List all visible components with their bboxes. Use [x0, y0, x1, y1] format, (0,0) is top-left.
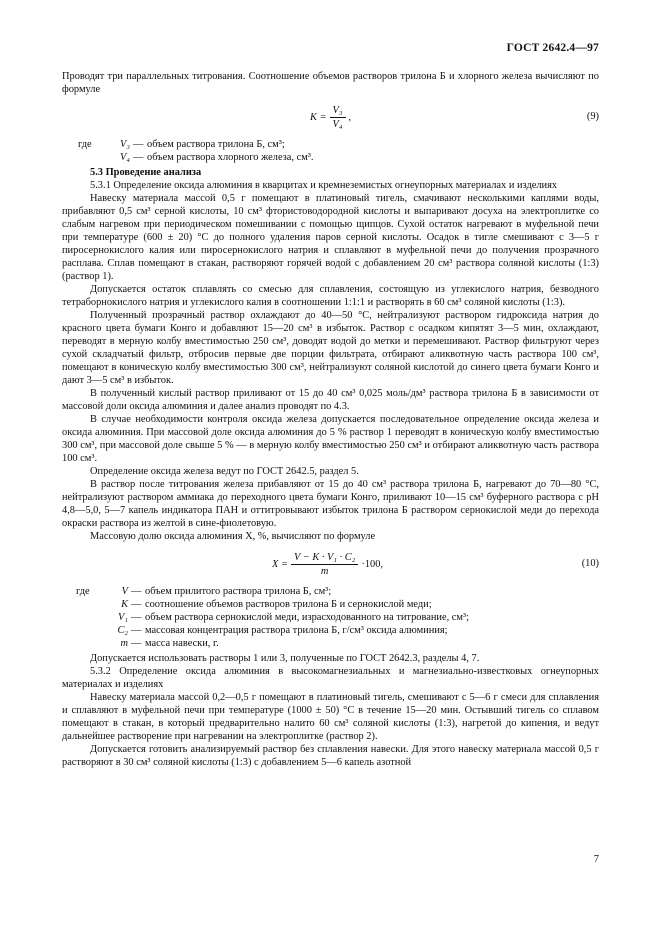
legend-row: K — соотношение объемов растворов трилона Б и сернокислой меди; — [121, 599, 432, 610]
formula-10 — [62, 548, 599, 580]
formula-tail: ·100, — [361, 558, 384, 570]
formula-lhs: X = — [272, 558, 288, 570]
formula-tail: , — [348, 111, 352, 123]
paragraph: Допускается готовить анализируемый раствор без сплавления навески. Для этого навеску материала массой 0,5 г растворяют в 30 см³ соляной кислоты (1:3) с добавлением 5—6 капель азотной — [62, 744, 599, 768]
paragraph: Навеску материала массой 0,2—0,5 г помещают в платиновый тигель, смешивают с 5—6 г смеси для сплавления и сплавляют в муфельной печи при температуре (1000 ± 50) °С в течение 15—20 мин. Остывший тигель со сплавом помещают в стакан, в который предварительно налито 60 см³ соляной кислоты (1:3), нагретой до кипения, и ведут дальнейшее растворение при нагревании на электроплитке (раствор 2). — [62, 692, 599, 742]
page-number: 7 — [593, 854, 599, 865]
fraction — [330, 104, 346, 131]
equation-number: (10) — [581, 558, 599, 569]
legend-row: V₁ — объем раствора сернокислой меди, израсходованного на титрование, см³; — [118, 612, 469, 623]
paragraph: В раствор после титрования железа прибавляют от 15 до 40 см³ раствора трилона Б, нагревают до 70—80 °С, нейтрализуют раствором аммиака до переходного цвета бумаги Конго, приливают 10—15 см³ буферного раствора с рН 4,8—5,0, 5—7 капель индикатора ПАН и оттитровывают избыток трилона Б раствором сернокислой меди до перехода окраски раствора из желтой в сине-фиолетовую. — [62, 479, 599, 529]
paragraph: В случае необходимости контроля оксида железа допускается последовательное определение оксида железа и оксида алюминия. При массовой доле оксида алюминия до 5 % раствор 1 переводят в коническую колбу вместимостью 300 см³, при массовой доле свыше 5 % — в мерную колбу вместимостью 250 см³ и отбирают аликвотную часть раствора 100 см³. — [62, 414, 599, 464]
fraction-denominator: V₄ — [332, 118, 343, 130]
paragraph: Проводят три параллельных титрования. Соотношение объемов растворов трилона Б и хлорного железа вычисляют по формуле — [62, 71, 599, 95]
equation-number: (9) — [586, 111, 599, 122]
fraction-numerator: V₃ — [330, 104, 346, 118]
legend-row: где V — объем прилитого раствора трилона Б, см³; — [76, 586, 332, 597]
paragraph: В полученный кислый раствор приливают от 15 до 40 см³ 0,025 моль/дм³ раствора трилона Б в зависимости от массовой доли оксида алюминия и далее анализ проводят по 4.3. — [62, 388, 599, 412]
legend-row: m — масса навески, г. — [120, 638, 219, 649]
formula-legend — [62, 585, 599, 650]
formula-lhs: K = — [310, 111, 327, 123]
section-heading: 5.3 Проведение анализа — [90, 167, 202, 178]
page-content — [62, 70, 599, 769]
paragraph: Навеску материала массой 0,5 г помещают в платиновый тигель, смачивают несколькими каплями воды, прибавляют 0,5 см³ серной кислоты, 10 см³ фтористоводородной кислоты и выпаривают досуха на электроплитке со слабым нагревом при периодическом помешивании с помощью щипцов. Сухой остаток нагревают в муфельной печи при температуре (600 ± 20) °С до полного удаления паров серной кислоты. Осадок в тигле смешивают с 3—5 г пиросернокислого калия или пиросернокислого натрия и сплавляют в муфельной печи до получения прозрачного расплава. Сплав помещают в стакан, растворяют горячей водой с добавлением 20 см³ раствора соляной кислоты (1:3) (раствор 1). — [62, 193, 599, 282]
paragraph: Допускается остаток сплавлять со смесью для сплавления, состоящую из углекислого натрия, безводного тетраборнокислого натрия и углекислого калия в соотношении 1:1:1 и растворять в 60 см³ соляной кислоты (1:3). — [62, 284, 599, 308]
fraction-numerator: V − K · V₁ · C₂ — [291, 551, 358, 565]
formula-9 — [62, 101, 599, 133]
fraction — [291, 551, 358, 578]
legend-row: V₄ — объем раствора хлорного железа, см³. — [120, 152, 314, 163]
legend-row: C₂ — массовая концентрация раствора трилона Б, г/см³ оксида алюминия; — [117, 625, 448, 636]
subsection-heading: 5.3.1 Определение оксида алюминия в кварцитах и кремнеземистых огнеупорных материалах и изделиях — [90, 180, 558, 191]
paragraph: Определение оксида железа ведут по ГОСТ 2642.5, раздел 5. — [90, 466, 359, 477]
fraction-denominator: m — [320, 565, 329, 577]
legend-row: где V₃ — объем раствора трилона Б, см³; — [78, 139, 285, 150]
paragraph: Полученный прозрачный раствор охлаждают до 40—50 °С, нейтрализуют раствором гидроксида натрия до красного цвета бумаги Конго и добавляют 15—20 см³ в избыток. Раствор с осадком кипятят 3—5 мин, охлаждают, переводят в мерную колбу вместимостью 250 см³, доводят водой до метки и перемешивают. Раствор фильтруют через сухой складчатый фильтр, отбросив первые две порции фильтрата, отбирают аликвотную часть раствора 100 см³, помещают в коническую колбу вместимостью 300 см³, нейтрализуют соляной кислотой до синего цвета бумаги Конго и дают 3—5 см³ в избыток. — [62, 310, 599, 386]
subsection-heading: 5.3.2 Определение оксида алюминия в высокомагнезиальных и магнезиально-известковых огнеупорных материалах и изделиях — [62, 666, 599, 690]
formula-legend — [62, 138, 599, 164]
paragraph: Массовую долю оксида алюминия X, %, вычисляют по формуле — [90, 531, 376, 542]
paragraph: Допускается использовать растворы 1 или 3, полученные по ГОСТ 2642.3, разделы 4, 7. — [90, 653, 480, 664]
doc-header: ГОСТ 2642.4—97 — [506, 42, 599, 54]
